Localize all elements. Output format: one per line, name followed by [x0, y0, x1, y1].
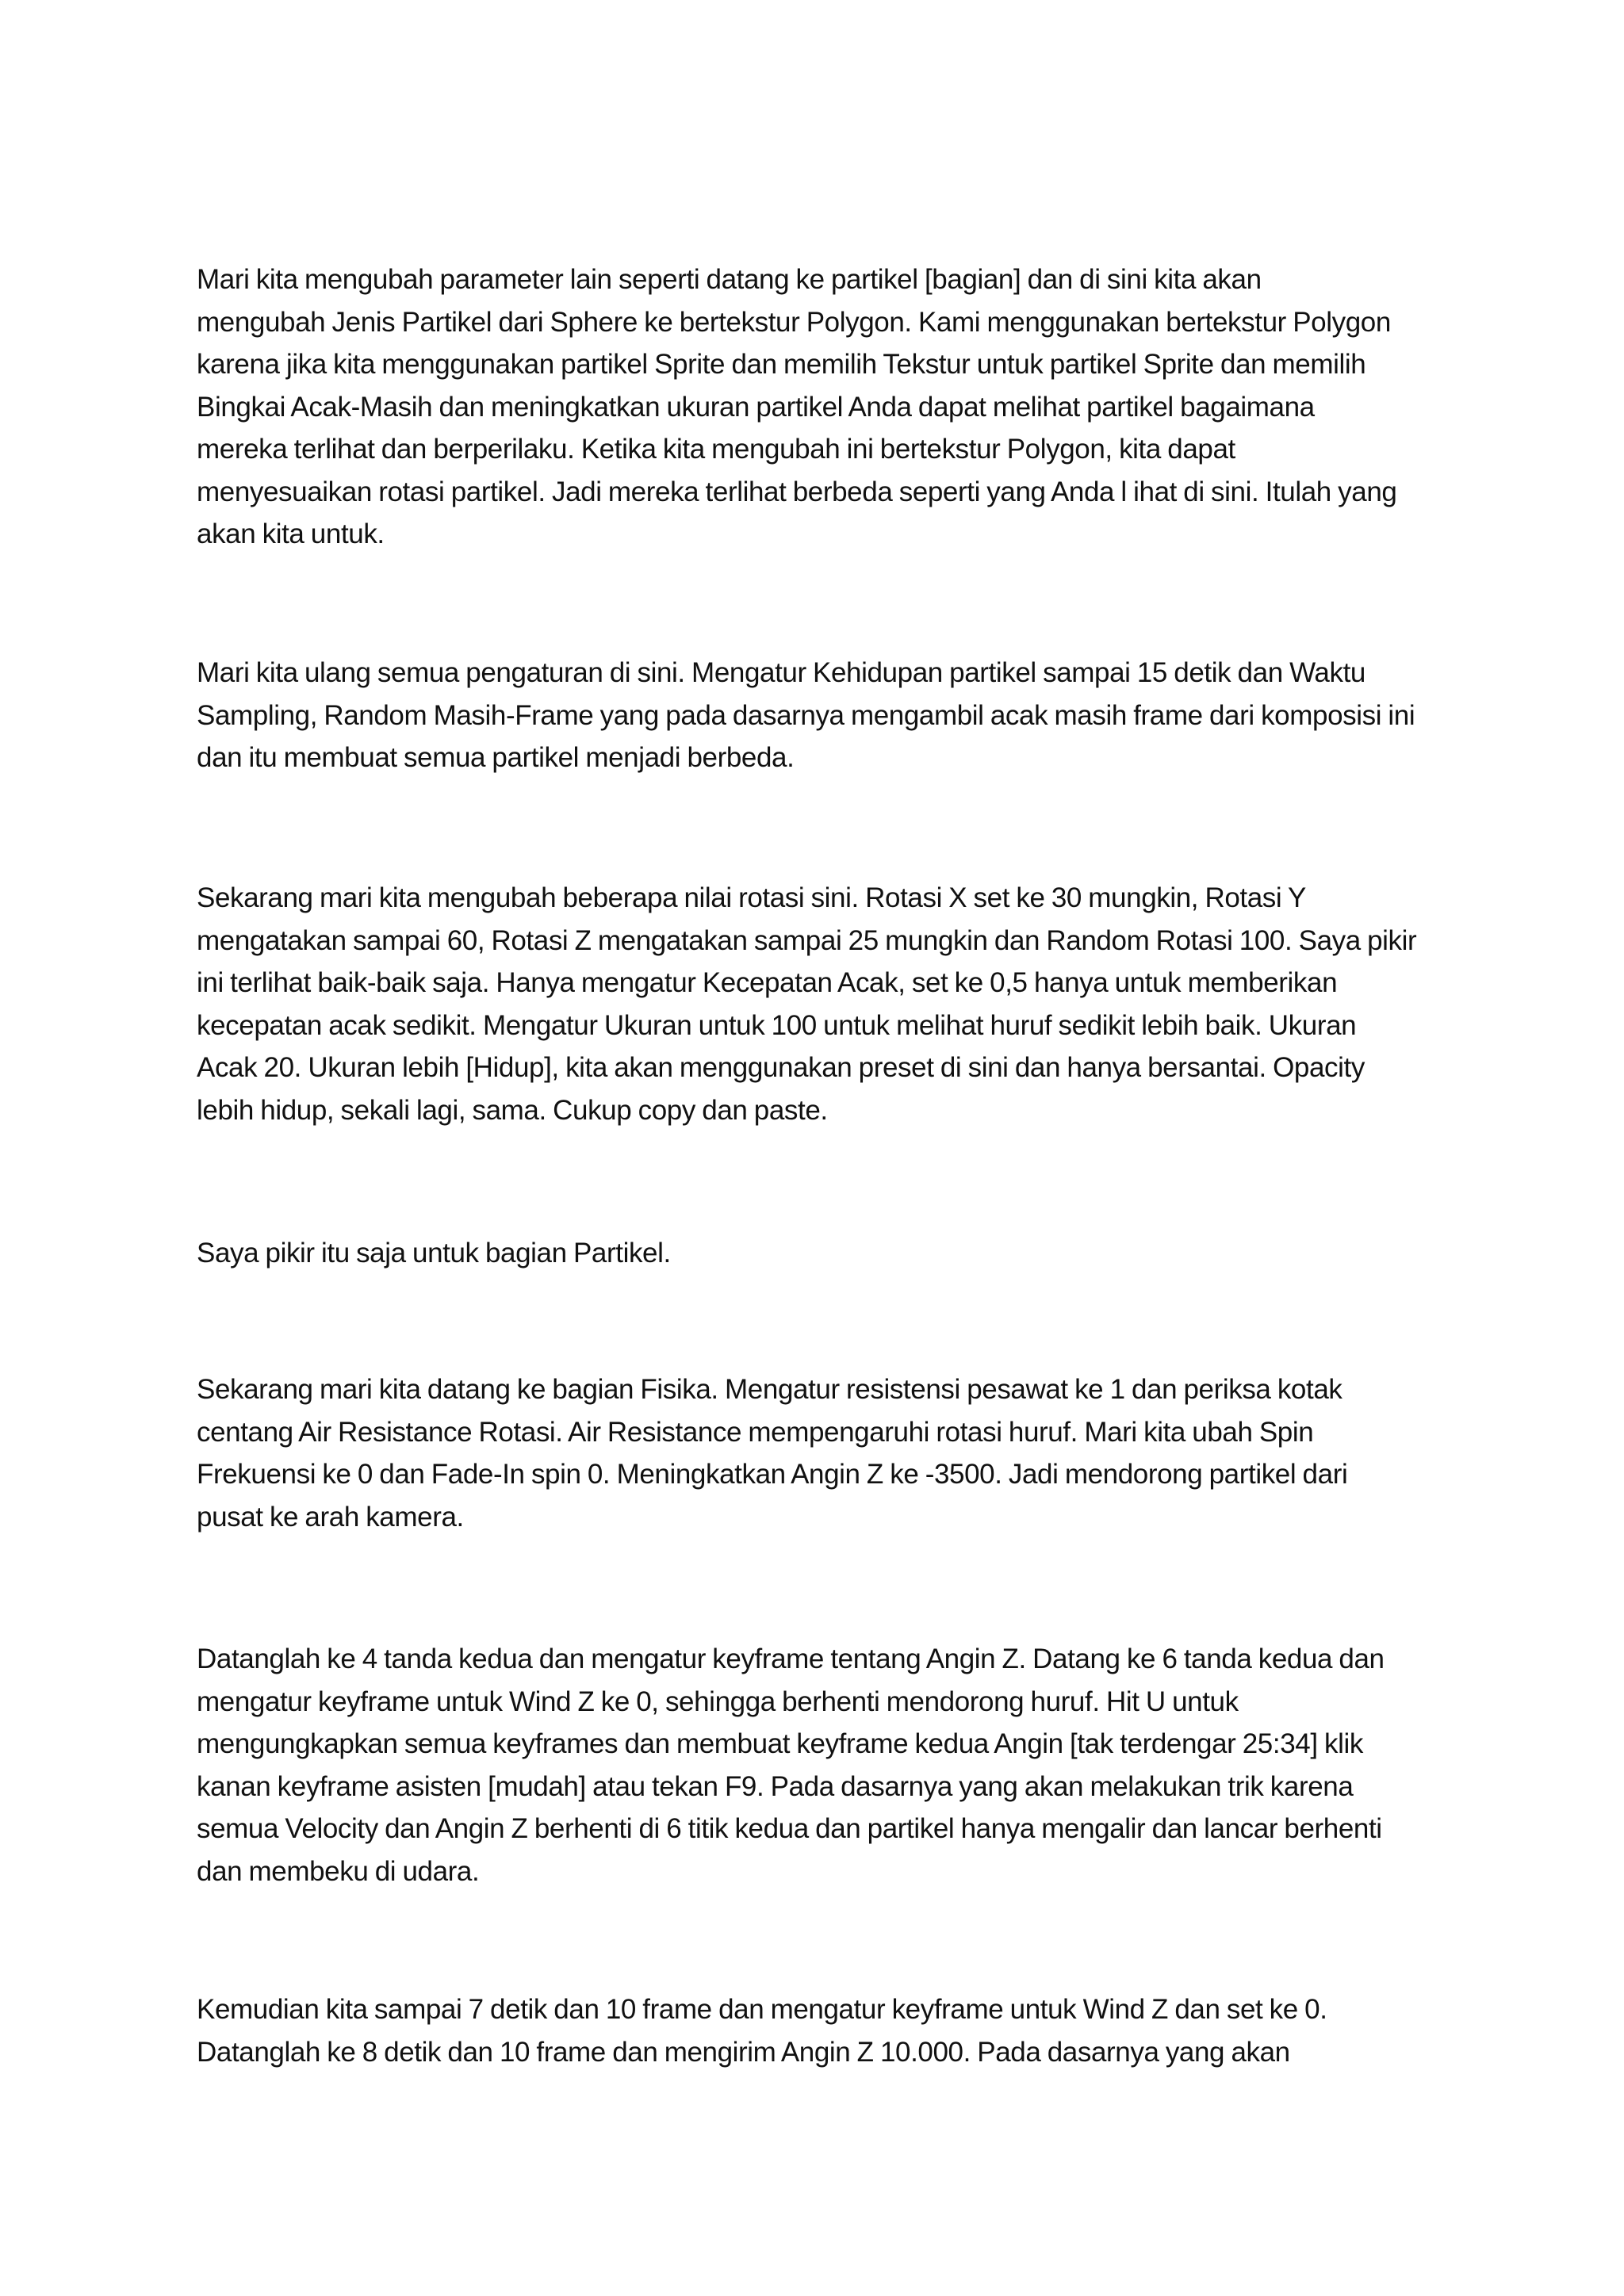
paragraph-wind: Kemudian kita sampai 7 detik dan 10 frame dan mengatur keyframe untuk Wind Z dan set ke 0. Datanglah ke 8 detik dan 10 frame dan mengirim Angin Z 10.000. Pada dasarnya yang akan [197, 1994, 1327, 2068]
paragraph-settings: Mari kita ulang semua pengaturan di sini. Mengatur Kehidupan partikel sampai 15 detik dan Waktu Sampling, Random Masih-Frame yang pada dasarnya mengambil acak masih frame dari komposisi ini dan itu membuat semua partikel menjadi berbeda. [197, 657, 1415, 773]
paragraph-rotation: Sekarang mari kita mengubah beberapa nilai rotasi sini. Rotasi X set ke 30 mungkin, Rotasi Y mengatakan sampai 60, Rotasi Z mengatakan sampai 25 mungkin dan Random Rotasi 100. Saya pikir ini terlihat baik-baik saja. Hanya mengatur Kecepatan Acak, set ke 0,5 hanya untuk memberikan kecepatan acak sedikit. Mengatur Ukuran untuk 100 untuk melihat huruf sedikit lebih baik. Ukuran Acak 20. Ukuran lebih [Hidup], kita akan menggunakan preset di sini dan hanya bersantai. Opacity lebih hidup, sekali lagi, sama. Cukup copy dan paste. [197, 882, 1417, 1126]
paragraph-particle-section: Saya pikir itu saja untuk bagian Partikel. [197, 1238, 671, 1269]
paragraph-physics: Sekarang mari kita datang ke bagian Fisika. Mengatur resistensi pesawat ke 1 dan periksa kotak centang Air Resistance Rotasi. Air Resistance mempengaruhi rotasi huruf. Mari kita ubah Spin Frekuensi ke 0 dan Fade-In spin 0. Meningkatkan Angin Z ke -3500. Jadi mendorong partikel dari pusat ke arah kamera. [197, 1374, 1348, 1533]
paragraph-particle-type: Mari kita mengubah parameter lain seperti datang ke partikel [bagian] dan di sini kita akan mengubah Jenis Partikel dari Sphere ke bertekstur Polygon. Kami menggunakan bertekstur Polygon karena jika kita menggunakan partikel Sprite dan memilih Tekstur untuk partikel Sprite dan memilih Bingkai Acak-Masih dan meningkatkan ukuran partikel Anda dapat melihat partikel bagaimana mereka terlihat dan berperilaku. Ketika kita mengubah ini bertekstur Polygon, kita dapat menyesuaikan rotasi partikel. Jadi mereka terlihat berbeda seperti yang Anda l ihat di sini. Itulah yang akan kita untuk. [197, 264, 1397, 549]
paragraph-keyframes: Datanglah ke 4 tanda kedua dan mengatur keyframe tentang Angin Z. Datang ke 6 tanda kedua dan mengatur keyframe untuk Wind Z ke 0, sehingga berhenti mendorong huruf. Hit U untuk mengungkapkan semua keyframes dan membuat keyframe kedua Angin [tak terdengar 25:34] klik kanan keyframe asisten [mudah] atau tekan F9. Pada dasarnya yang akan melakukan trik karena semua Velocity dan Angin Z berhenti di 6 titik kedua dan partikel hanya mengalir dan lancar berhenti dan membeku di udara. [197, 1644, 1385, 1887]
